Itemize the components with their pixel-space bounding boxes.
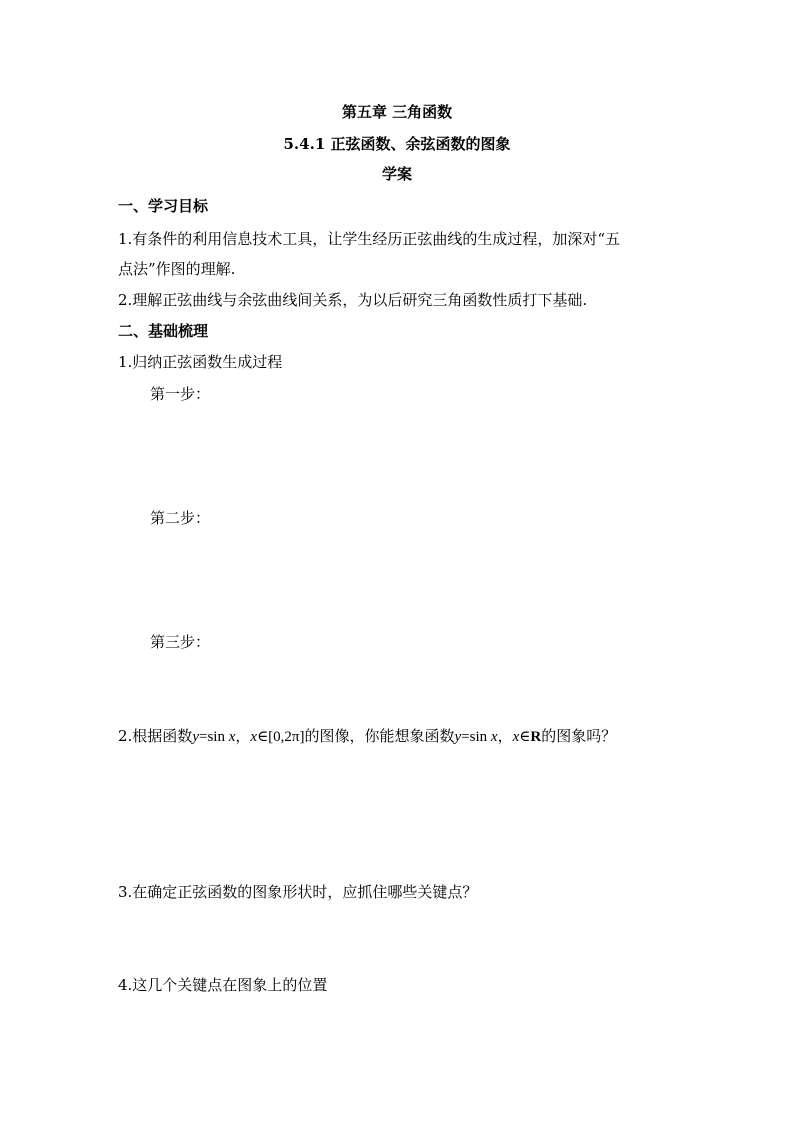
var-y: y bbox=[454, 729, 462, 745]
chapter-title: 第五章 三角函数 bbox=[341, 103, 453, 121]
review-item-4: 4.这几个关键点在图象上的位置 bbox=[118, 976, 328, 994]
element-of-symbol: ∈ bbox=[519, 729, 531, 745]
document-type-label: 学案 bbox=[381, 165, 412, 183]
sin-expression: =sin bbox=[461, 729, 491, 745]
item-2-suffix: 的图象吗？ bbox=[541, 727, 617, 745]
review-item-2 bbox=[118, 726, 616, 747]
step-2-label: 第二步： bbox=[150, 509, 211, 527]
review-item-1: 1.归纳正弦函数生成过程 bbox=[118, 353, 283, 371]
goal-item-1-line-2: 点法”作图的理解. bbox=[118, 260, 236, 278]
review-item-3: 3.在确定正弦函数的图象形状时，应抓住哪些关键点？ bbox=[118, 883, 478, 901]
comma: ， bbox=[235, 727, 251, 745]
learning-goals-heading: 一、学习目标 bbox=[118, 197, 209, 215]
var-x: x bbox=[250, 729, 258, 745]
real-numbers-symbol: R bbox=[530, 729, 542, 745]
comma: ， bbox=[497, 727, 513, 745]
step-3-label: 第三步： bbox=[150, 633, 211, 651]
basic-review-heading: 二、基础梳理 bbox=[118, 322, 209, 340]
interval-expression: ∈[0,2π] bbox=[257, 729, 305, 745]
var-x: x bbox=[512, 729, 520, 745]
section-title: 5.4.1 正弦函数、余弦函数的图象 bbox=[283, 135, 511, 153]
step-1-label: 第一步： bbox=[150, 385, 211, 403]
sin-expression: =sin bbox=[198, 729, 229, 745]
var-x: x bbox=[490, 729, 498, 745]
goal-item-2: 2.理解正弦曲线与余弦曲线间关系，为以后研究三角函数性质打下基础. bbox=[118, 291, 588, 309]
item-2-middle: 的图像，你能想象函数 bbox=[304, 727, 455, 745]
var-y: y bbox=[192, 729, 199, 745]
goal-item-1-line-1: 1.有条件的利用信息技术工具，让学生经历正弦曲线的生成过程，加深对“五 bbox=[118, 230, 620, 248]
var-x: x bbox=[228, 729, 236, 745]
item-2-prefix: 2.根据函数 bbox=[118, 727, 193, 745]
